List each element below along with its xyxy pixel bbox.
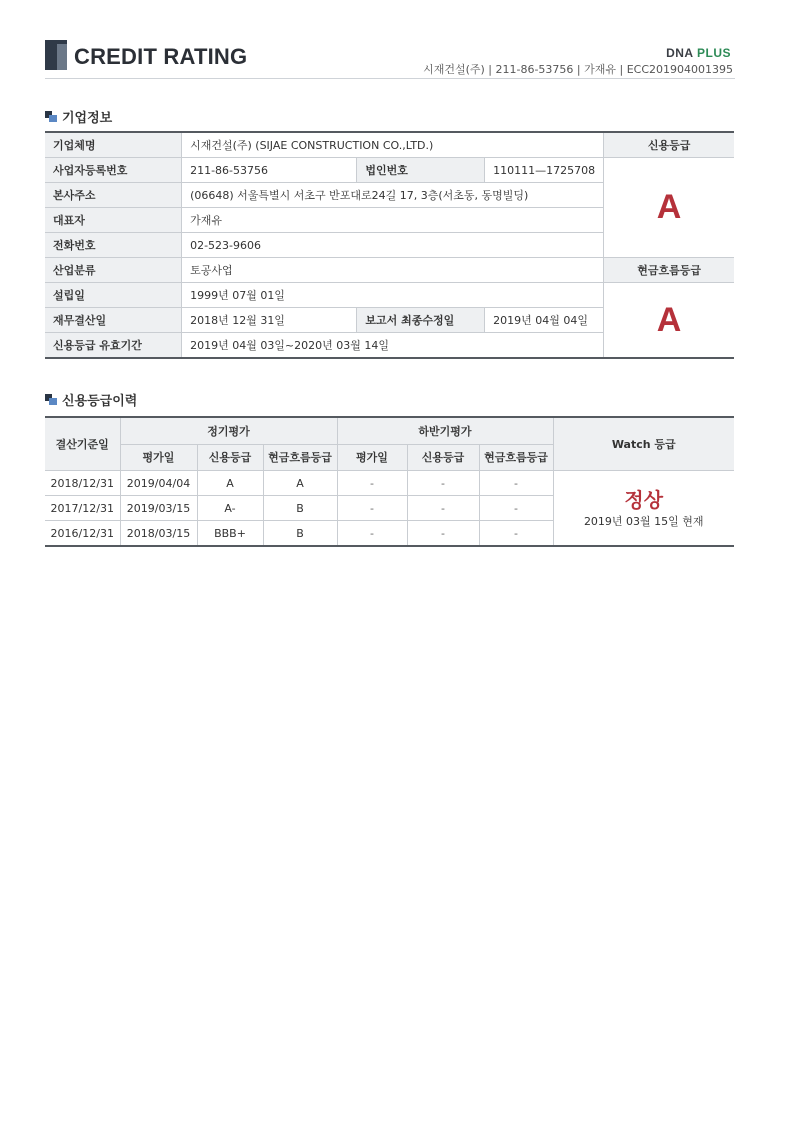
- cell-credit: A: [197, 471, 263, 496]
- label-industry: 산업분류: [45, 258, 182, 283]
- history-title-text: 신용등급이력: [62, 394, 138, 409]
- brand-logo: [666, 46, 731, 60]
- value-company-name: 시재건설(주) (SIJAE CONSTRUCTION CO.,LTD.): [182, 132, 604, 158]
- cell-half-cash: -: [479, 521, 553, 547]
- report-meta: 시재건설(주) | 211-86-53756 | 가재유 | ECC201904001395: [423, 63, 733, 76]
- value-fiscal: 2018년 12월 31일: [182, 308, 357, 333]
- value-corp-no: 110111—1725708: [485, 158, 604, 183]
- cell-settle: 2017/12/31: [45, 496, 120, 521]
- cell-cash: B: [263, 496, 337, 521]
- value-biz-no: 211-86-53756: [182, 158, 357, 183]
- value-ceo: 가재유: [182, 208, 604, 233]
- cell-half-credit: -: [407, 471, 479, 496]
- header-half-credit-grade: 신용등급: [407, 444, 479, 471]
- cell-settle: 2016/12/31: [45, 521, 120, 547]
- header-watch-grade: Watch 등급: [553, 417, 734, 471]
- cell-half-eval: -: [337, 471, 407, 496]
- label-fiscal: 재무결산일: [45, 308, 182, 333]
- table-row: [45, 258, 734, 283]
- value-validity: 2019년 04월 03일~2020년 03월 14일: [182, 333, 604, 359]
- cell-eval: 2018/03/15: [120, 521, 197, 547]
- brand-main: DNA: [666, 46, 694, 60]
- header-eval-date: 평가일: [120, 444, 197, 471]
- label-founded: 설립일: [45, 283, 182, 308]
- table-row: [45, 132, 734, 158]
- value-phone: 02-523-9606: [182, 233, 604, 258]
- cell-half-eval: -: [337, 521, 407, 547]
- watch-grade-cell: [553, 471, 734, 547]
- table-row: [45, 471, 734, 496]
- company-info-title-text: 기업정보: [62, 111, 113, 126]
- header-settle-date: 결산기준일: [45, 417, 120, 471]
- cell-cash: B: [263, 521, 337, 547]
- brand-plus: PLUS: [696, 46, 731, 60]
- report-logo-mark-accent: [57, 44, 67, 70]
- credit-grade-value: A: [604, 158, 734, 258]
- section-bullet-icon: [45, 111, 57, 122]
- cashflow-grade-value: A: [604, 283, 734, 359]
- cell-cash: A: [263, 471, 337, 496]
- label-ceo: 대표자: [45, 208, 182, 233]
- table-row: [45, 283, 734, 308]
- header-half-eval-date: 평가일: [337, 444, 407, 471]
- header-credit-grade: 신용등급: [197, 444, 263, 471]
- label-biz-no: 사업자등록번호: [45, 158, 182, 183]
- company-info-table: [45, 131, 734, 359]
- header-cashflow-grade: 현금흐름등급: [263, 444, 337, 471]
- header-divider: [45, 78, 735, 79]
- cell-credit: BBB+: [197, 521, 263, 547]
- watch-grade-date: 2019년 03월 15일 현재: [583, 515, 704, 528]
- cell-eval: 2019/03/15: [120, 496, 197, 521]
- cell-eval: 2019/04/04: [120, 471, 197, 496]
- table-row: [45, 158, 734, 183]
- credit-history-table: [45, 416, 734, 547]
- table-header-row: [45, 417, 734, 444]
- label-validity: 신용등급 유효기간: [45, 333, 182, 359]
- header-half-eval: 하반기평가: [337, 417, 553, 444]
- label-cashflow-grade: 현금흐름등급: [604, 258, 734, 283]
- header-regular-eval: 정기평가: [120, 417, 337, 444]
- label-company-name: 기업체명: [45, 132, 182, 158]
- cell-settle: 2018/12/31: [45, 471, 120, 496]
- value-address: (06648) 서울특별시 서초구 반포대로24길 17, 3층(서초동, 동명빌딩): [182, 183, 604, 208]
- cell-half-eval: -: [337, 496, 407, 521]
- header-half-cashflow-grade: 현금흐름등급: [479, 444, 553, 471]
- label-address: 본사주소: [45, 183, 182, 208]
- cell-half-credit: -: [407, 496, 479, 521]
- cell-credit: A-: [197, 496, 263, 521]
- value-industry: 토공사업: [182, 258, 604, 283]
- cell-half-cash: -: [479, 471, 553, 496]
- section-bullet-icon: [45, 394, 57, 405]
- label-credit-grade: 신용등급: [604, 132, 734, 158]
- cell-half-credit: -: [407, 521, 479, 547]
- label-corp-no: 법인번호: [357, 158, 485, 183]
- label-report-mod: 보고서 최종수정일: [357, 308, 485, 333]
- value-report-mod: 2019년 04월 04일: [485, 308, 604, 333]
- value-founded: 1999년 07월 01일: [182, 283, 604, 308]
- history-section-title: [45, 390, 137, 409]
- label-phone: 전화번호: [45, 233, 182, 258]
- company-info-section-title: [45, 107, 112, 126]
- watch-grade-value: 정상: [624, 488, 664, 512]
- cell-half-cash: -: [479, 496, 553, 521]
- report-title: CREDIT RATING: [74, 44, 248, 69]
